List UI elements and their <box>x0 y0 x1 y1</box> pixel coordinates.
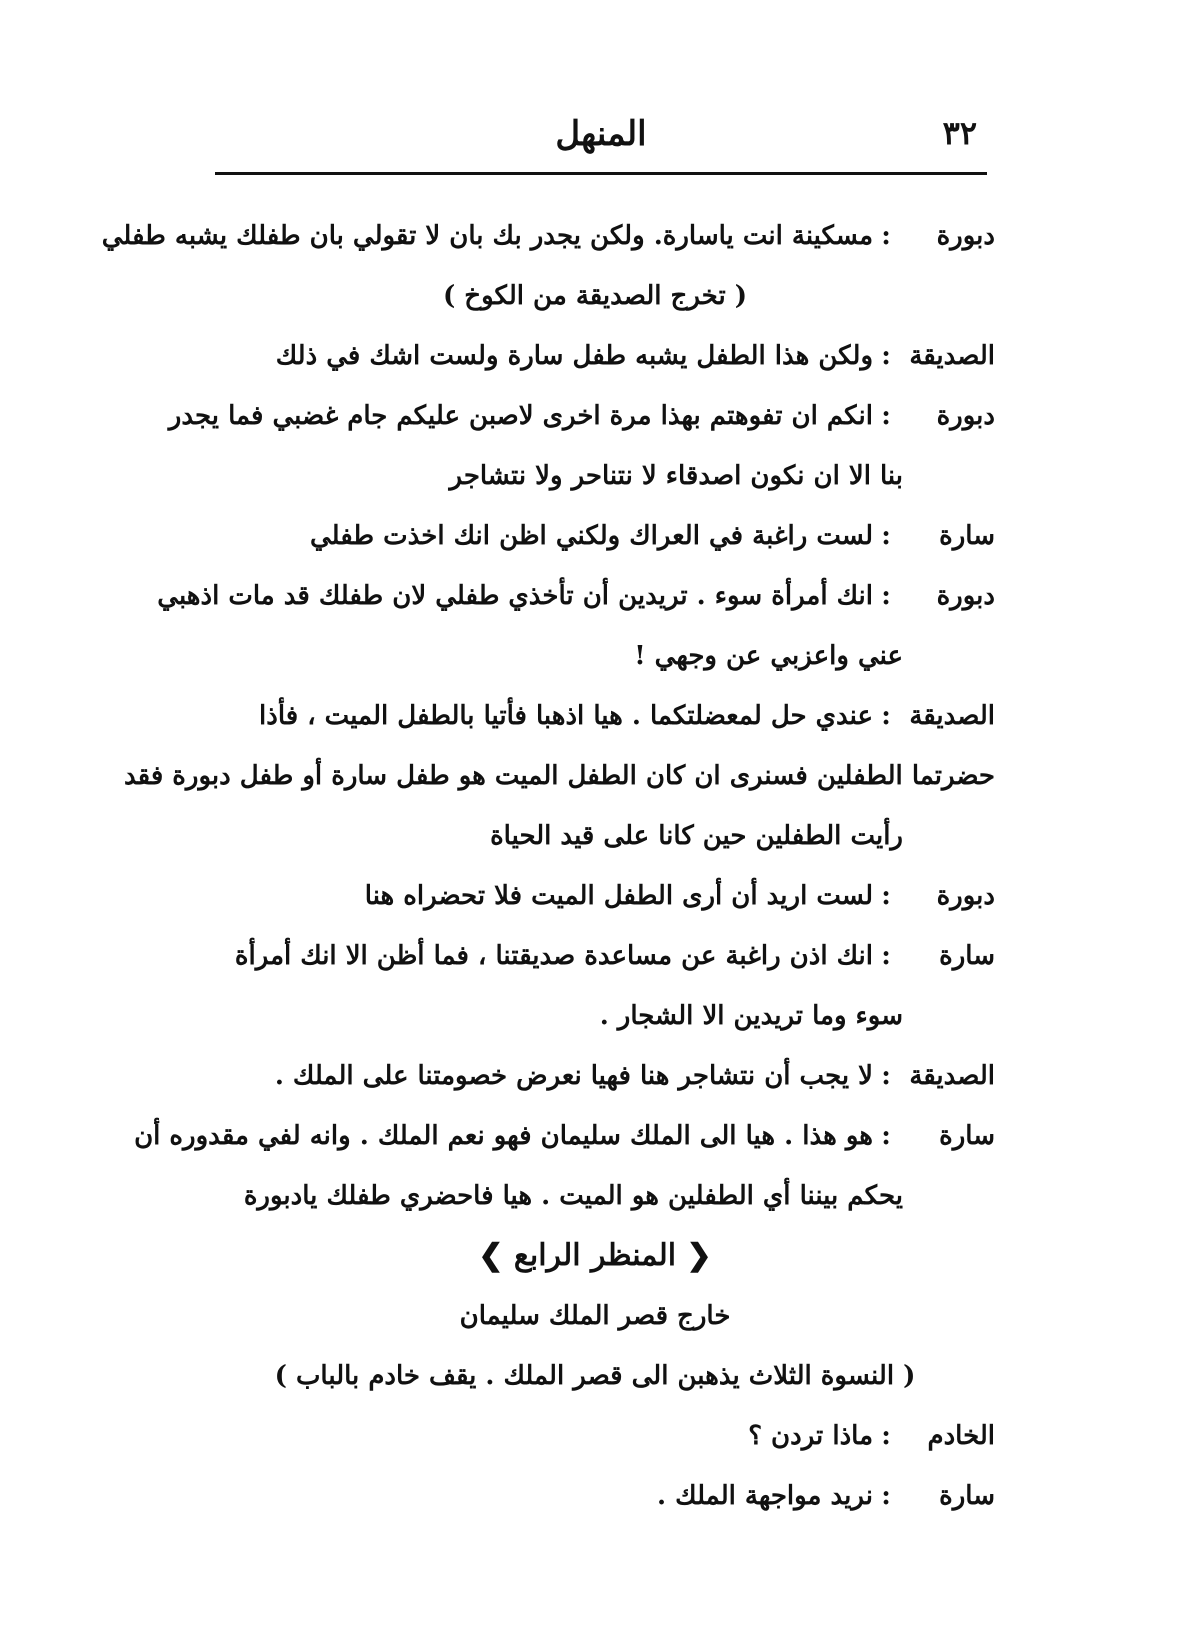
speaker-name: دبورة <box>936 581 995 611</box>
dialogue-text: انكم ان تفوهتم بهذا مرة اخرى لاصبن عليكم جام غضبي فما يجدر <box>168 401 873 431</box>
dialogue-text: ولكن هذا الطفل يشبه طفل سارة ولست اشك في ذلك <box>275 341 873 371</box>
scene-location: خارج قصر الملك سليمان <box>459 1301 731 1331</box>
dialogue-text: انك اذن راغبة عن مساعدة صديقتنا ، فما أظن الا انك أمرأة <box>234 941 873 971</box>
page-header <box>215 108 987 170</box>
dialogue-continuation: سوء وما تريدين الا الشجار . <box>599 1001 903 1031</box>
running-head: المنهل <box>555 114 647 154</box>
dialogue-line: سارة:هو هذا . هيا الى الملك سليمان فهو نعم الملك . وانه لفي مقدوره أن <box>195 1106 995 1166</box>
dialogue-text: لست اريد أن أرى الطفل الميت فلا تحضراه هنا <box>364 881 873 911</box>
dialogue-line: سارة:نريد مواجهة الملك . <box>195 1466 995 1526</box>
speaker-name: الصديقة <box>909 701 995 731</box>
speaker-name: سارة <box>939 941 995 971</box>
dialogue-line: الصديقة:عندي حل لمعضلتكما . هيا اذهبا فأتيا بالطفل الميت ، فأذا <box>195 686 995 746</box>
dialogue-continuation: يحكم بيننا أي الطفلين هو الميت . هيا فاحضري طفلك يادبورة <box>243 1181 903 1211</box>
header-rule <box>215 172 987 175</box>
page-number: ٣٢ <box>942 114 977 152</box>
dialogue-text: ماذا تردن ؟ <box>748 1421 873 1451</box>
dialogue-line: الخادم:ماذا تردن ؟ <box>195 1406 995 1466</box>
speaker-name: دبورة <box>936 401 995 431</box>
scene-heading: ❮ المنظر الرابع ❯ <box>478 1238 712 1273</box>
dialogue-text: هو هذا . هيا الى الملك سليمان فهو نعم الملك . وانه لفي مقدوره أن <box>134 1121 873 1151</box>
dialogue-text: مسكينة انت ياسارة. ولكن يجدر بك بان لا تقولي بان طفلك يشبه طفلي <box>101 221 873 251</box>
speaker-name: دبورة <box>936 881 995 911</box>
dialogue-line: الصديقة:ولكن هذا الطفل يشبه طفل سارة ولست اشك في ذلك <box>195 326 995 386</box>
dialogue-continuation: حضرتما الطفلين فسنرى ان كان الطفل الميت هو طفل سارة أو طفل دبورة فقد <box>124 761 995 791</box>
dialogue-line: دبورة:مسكينة انت ياسارة. ولكن يجدر بك بان لا تقولي بان طفلك يشبه طفلي <box>195 206 995 266</box>
dialogue-text: لست راغبة في العراك ولكني اظن انك اخذت طفلي <box>310 521 873 551</box>
dialogue-line: سارة:لست راغبة في العراك ولكني اظن انك اخذت طفلي <box>195 506 995 566</box>
dialogue-text: عندي حل لمعضلتكما . هيا اذهبا فأتيا بالطفل الميت ، فأذا <box>259 701 873 731</box>
dialogue-continuation: عني واعزبي عن وجهي ! <box>634 641 903 671</box>
dialogue-line: دبورة:لست اريد أن أرى الطفل الميت فلا تحضراه هنا <box>195 866 995 926</box>
dialogue-line: سارة:انك اذن راغبة عن مساعدة صديقتنا ، فما أظن الا انك أمرأة <box>195 926 995 986</box>
stage-direction: ( تخرج الصديقة من الكوخ ) <box>442 281 748 311</box>
dialogue-continuation: بنا الا ان نكون اصدقاء لا نتناحر ولا نتشاجر <box>449 461 903 491</box>
speaker-name: دبورة <box>936 221 995 251</box>
page-body <box>101 206 995 1526</box>
dialogue-text: لا يجب أن نتشاجر هنا فهيا نعرض خصومتنا على الملك . <box>274 1061 873 1091</box>
dialogue-text: انك أمرأة سوء . تريدين أن تأخذي طفلي لان طفلك قد مات اذهبي <box>157 581 873 611</box>
dialogue-line: دبورة:انكم ان تفوهتم بهذا مرة اخرى لاصبن عليكم جام غضبي فما يجدر <box>195 386 995 446</box>
speaker-name: سارة <box>939 1121 995 1151</box>
dialogue-continuation: رأيت الطفلين حين كانا على قيد الحياة <box>490 821 903 851</box>
dialogue-line: دبورة:انك أمرأة سوء . تريدين أن تأخذي طفلي لان طفلك قد مات اذهبي <box>195 566 995 626</box>
speaker-name: سارة <box>939 521 995 551</box>
speaker-name: الصديقة <box>909 341 995 371</box>
dialogue-text: نريد مواجهة الملك . <box>657 1481 873 1511</box>
speaker-name: الصديقة <box>909 1061 995 1091</box>
stage-direction: ( النسوة الثلاث يذهبن الى قصر الملك . يقف خادم بالباب ) <box>274 1361 916 1391</box>
speaker-name: الخادم <box>927 1421 995 1451</box>
speaker-name: سارة <box>939 1481 995 1511</box>
dialogue-line: الصديقة:لا يجب أن نتشاجر هنا فهيا نعرض خصومتنا على الملك . <box>195 1046 995 1106</box>
